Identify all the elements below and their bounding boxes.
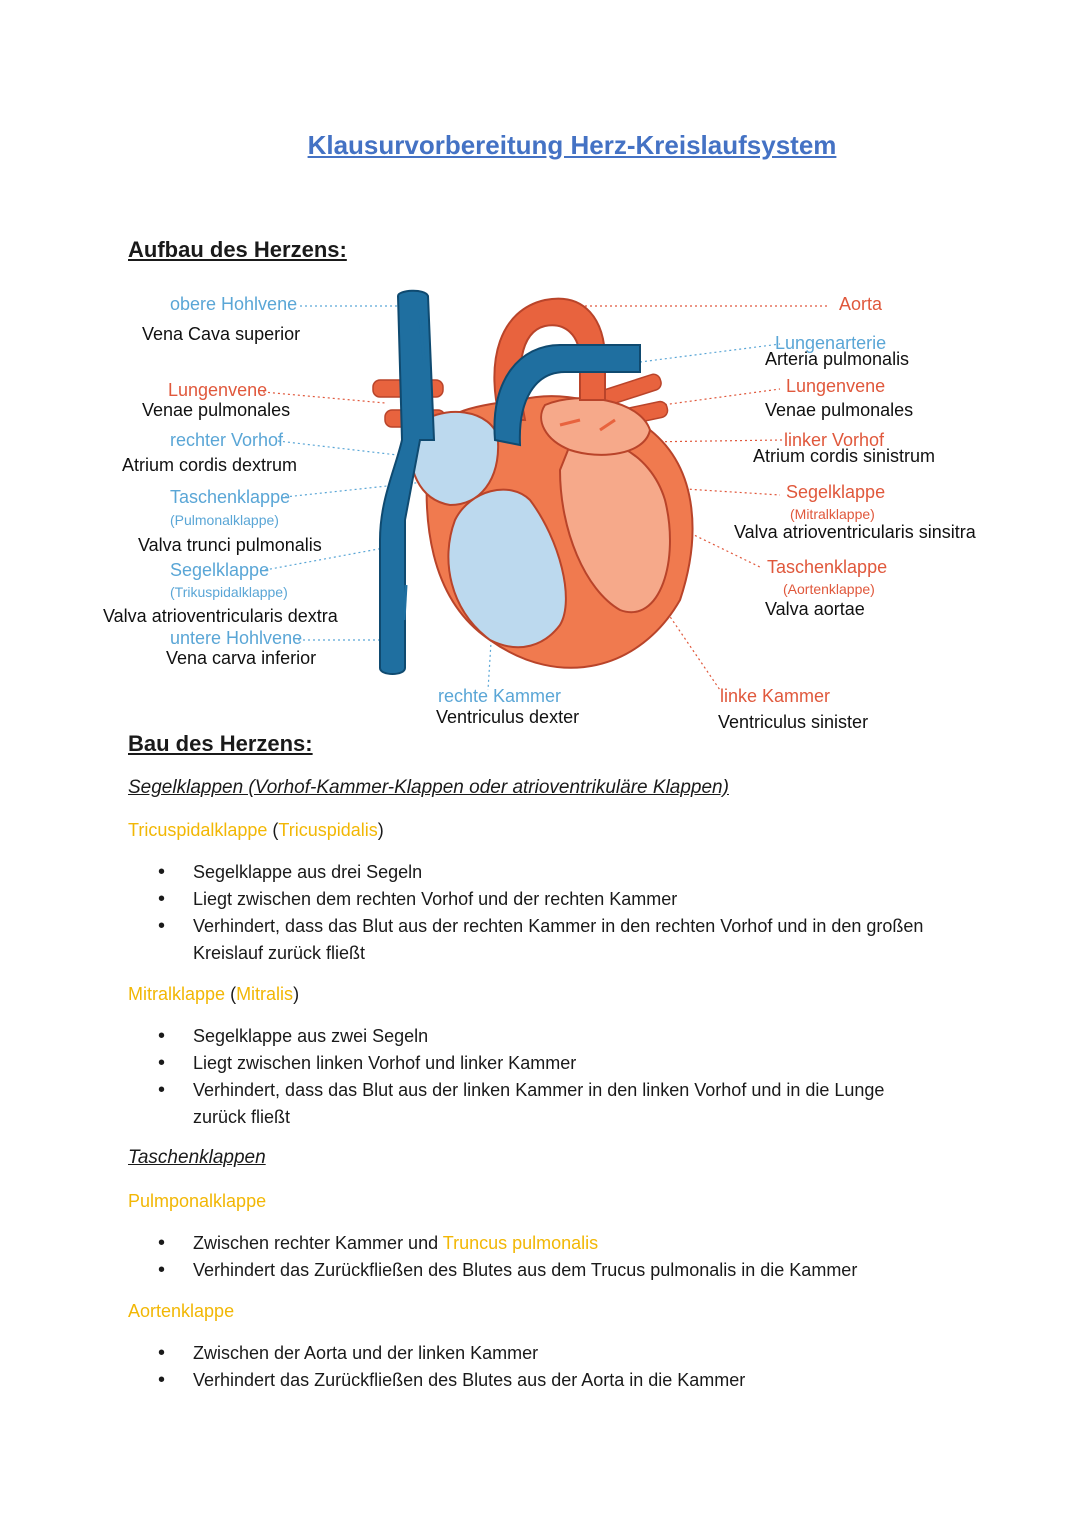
label-rechter-vorhof: rechter Vorhof (170, 430, 284, 450)
list-item (128, 913, 923, 967)
latin-arteria-pulmonalis: Arteria pulmonalis (765, 349, 910, 369)
list-item: • Segelklappe aus zwei Segeln (128, 1023, 884, 1050)
label-segelklappe-right: Segelklappe (786, 482, 886, 502)
label-untere-hohlvene: untere Hohlvene (170, 628, 303, 648)
list-item-line: • Verhindert, dass das Blut aus der rechten Kammer in den rechten Vorhof und in den großen (193, 916, 924, 936)
label-segelklappe-left: Segelklappe (170, 560, 270, 580)
tricuspid-bullet-list (128, 859, 923, 967)
label-taschenklappe-left: Taschenklappe (170, 487, 291, 507)
page-title: Klausurvorbereitung Herz-Kreislaufsystem (307, 130, 837, 160)
label-rechte-kammer: rechte Kammer (438, 686, 562, 706)
latin-valva-aortae: Valva aortae (765, 599, 865, 619)
label-trikuspidalklappe: (Trikuspidalklappe) (170, 584, 288, 600)
latin-venae-pulmonales-left: Venae pulmonales (142, 400, 291, 420)
list-item: • Liegt zwischen dem rechten Vorhof und der rechten Kammer (128, 886, 923, 913)
paren-open: ( (272, 820, 279, 840)
label-aorta: Aorta (839, 294, 883, 314)
latin-valva-av-sinistra: Valva atrioventricularis sinsitra (734, 522, 976, 542)
valve-name: Tricuspidalklappe (128, 820, 268, 840)
valve-heading-aorten: Aortenklappe (128, 1301, 235, 1321)
paren-close: ) (377, 820, 384, 840)
latin-ventriculus-dexter: Ventriculus dexter (436, 707, 580, 727)
label-linker-vorhof: linker Vorhof (784, 430, 885, 450)
latin-valva-trunci: Valva trunci pulmonalis (138, 535, 322, 555)
aorten-bullet-list (128, 1340, 745, 1394)
label-taschenklappe-right: Taschenklappe (767, 557, 888, 577)
valve-latin: Tricuspidalis (278, 820, 378, 840)
list-item-line: zurück fließt (193, 1107, 291, 1127)
list-item: • Zwischen der Aorta und der linken Kammer (128, 1340, 745, 1367)
label-mitralklappe: (Mitralklappe) (790, 506, 875, 522)
latin-venae-pulmonales-right: Venae pulmonales (765, 400, 914, 420)
list-item: • Verhindert das Zurückfließen des Blutes aus dem Trucus pulmonalis in die Kammer (128, 1257, 857, 1284)
valve-name: Mitralklappe (128, 984, 226, 1004)
latin-atrium-sinistrum: Atrium cordis sinistrum (753, 446, 936, 466)
paren-close: ) (293, 984, 300, 1004)
mitral-bullet-list (128, 1023, 884, 1131)
subheading-segelklappen: Segelklappen (Vorhof-Kammer-Klappen oder atrioventrikuläre Klappen) (128, 777, 729, 798)
section-heading-aufbau: Aufbau des Herzens: (128, 237, 347, 262)
list-item-line: Kreislauf zurück fließt (193, 943, 366, 963)
label-pulmonalklappe: (Pulmonalklappe) (170, 512, 279, 528)
latin-ventriculus-sinister: Ventriculus sinister (718, 712, 869, 732)
heart-diagram (0, 0, 1080, 760)
valve-latin: Mitralis (236, 984, 294, 1004)
valve-heading-pulmonal: Pulmponalklappe (128, 1191, 267, 1211)
list-item (128, 1230, 857, 1257)
pulmonal-bullet-list (128, 1230, 857, 1284)
label-obere-hohlvene: obere Hohlvene (170, 294, 298, 314)
label-lungenvene-right: Lungenvene (786, 376, 886, 396)
list-item: • Verhindert das Zurückfließen des Blutes aus der Aorta in die Kammer (128, 1367, 745, 1394)
label-lungenarterie: Lungenarterie (775, 333, 887, 353)
latin-valva-av-dextra: Valva atrioventricularis dextra (103, 606, 338, 626)
label-linke-kammer: linke Kammer (720, 686, 831, 706)
list-item: • Segelklappe aus drei Segeln (128, 859, 923, 886)
label-lungenvene-left: Lungenvene (168, 380, 268, 400)
list-item-text: Zwischen rechter Kammer und (193, 1233, 443, 1253)
latin-vena-cava-superior: Vena Cava superior (142, 324, 301, 344)
list-item: • Liegt zwischen linken Vorhof und linker Kammer (128, 1050, 884, 1077)
valve-heading-tricuspid (128, 820, 384, 841)
paren-open: ( (230, 984, 237, 1004)
subheading-taschenklappen: Taschenklappen (128, 1147, 266, 1168)
list-item-line: • Verhindert, dass das Blut aus der linken Kammer in den linken Vorhof und in die Lunge (193, 1080, 885, 1100)
list-item (128, 1077, 884, 1131)
valve-heading-mitral (128, 984, 299, 1005)
latin-atrium-dextrum: Atrium cordis dextrum (122, 455, 298, 475)
latin-vena-cava-inferior: Vena carva inferior (166, 648, 317, 668)
highlight-truncus: Truncus pulmonalis (442, 1233, 599, 1253)
section-heading-bau: Bau des Herzens: (128, 731, 313, 756)
label-aortenklappe: (Aortenklappe) (783, 581, 875, 597)
